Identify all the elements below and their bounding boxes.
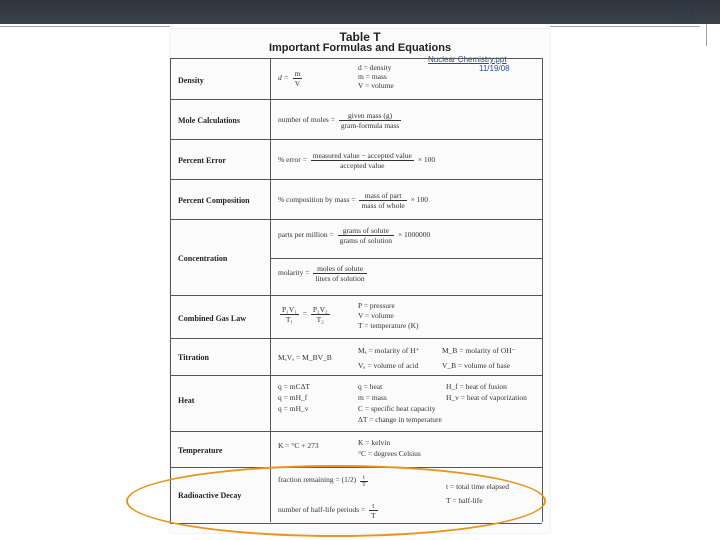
density-formula: d = $\frac{m}{V}$ bbox=[278, 69, 301, 88]
gas-law-formula: $\frac{\text{P₁V₁}}{\text{T₁}}$ = $\frac{\text{P₂V₂}}{\text{T₂}}$ bbox=[282, 305, 328, 324]
fraction-remaining-formula: fraction remaining = (1/2) $\frac{t}{T}$ bbox=[278, 475, 366, 488]
row-label: Percent Error bbox=[178, 156, 226, 165]
temperature-formula: K = °C + 273 bbox=[278, 441, 319, 450]
row-label: Heat bbox=[178, 396, 195, 405]
handwritten-filename: Nuclear Chemistry.ppt bbox=[428, 55, 507, 64]
temperature-row bbox=[170, 431, 542, 468]
percent-error-row bbox=[170, 139, 542, 180]
titration-formula: MₐVₐ = M_BV_B bbox=[278, 353, 332, 362]
row-label: Mole Calculations bbox=[178, 116, 240, 125]
row-label: Concentration bbox=[178, 254, 228, 263]
decorative-tick bbox=[706, 24, 707, 46]
concentration-row bbox=[170, 219, 542, 296]
percent-composition-formula: % composition by mass = $\frac{\text{mass of part}}{\text{mass of whole}}$ × 100 bbox=[278, 191, 428, 210]
table-border-right bbox=[542, 58, 543, 522]
molarity-formula: molarity = $\frac{\text{moles of solute}}{\text{liters of solution}}$ bbox=[278, 264, 365, 283]
slide-number: 30 bbox=[676, 4, 694, 24]
row-label: Density bbox=[178, 76, 204, 85]
heat-legend-right: H_f = heat of fusion H_v = heat of vaporization bbox=[446, 382, 527, 402]
decay-legend: t = total time elapsed T = half-life bbox=[446, 482, 509, 505]
titration-row bbox=[170, 338, 542, 376]
slide-top-bar bbox=[0, 0, 720, 24]
combined-gas-law-row bbox=[170, 295, 542, 339]
titration-legend-left: Mₐ = molarity of H⁺ Vₐ = volume of acid bbox=[358, 346, 420, 370]
heat-formulas: q = mCΔT q = mH_f q = mH_v bbox=[278, 382, 310, 413]
row-label: Radioactive Decay bbox=[178, 491, 242, 500]
table-title: Table T bbox=[339, 30, 381, 44]
row-label: Temperature bbox=[178, 446, 223, 455]
temperature-legend: K = kelvin °C = degrees Celsius bbox=[358, 438, 421, 458]
row-label: Titration bbox=[178, 353, 209, 362]
row-label: Combined Gas Law bbox=[178, 314, 247, 323]
ppm-formula: parts per million = $\frac{\text{grams of solute}}{\text{grams of solution}}$ × 1000000 bbox=[278, 226, 431, 245]
gas-law-legend: P = pressure V = volume T = temperature (K) bbox=[358, 301, 419, 330]
density-legend: d = density m = mass V = volume bbox=[358, 63, 394, 90]
concentration-divider bbox=[270, 258, 542, 259]
row-label: Percent Composition bbox=[178, 196, 250, 205]
percent-composition-row bbox=[170, 179, 542, 220]
reference-table-scan bbox=[170, 29, 550, 533]
decorative-rule-right bbox=[550, 26, 700, 27]
half-life-periods-formula: number of half-life periods = $\frac{t}{T}$ bbox=[278, 501, 376, 520]
heat-legend-left: q = heat m = mass C = specific heat capacity ΔT = change in temperature bbox=[358, 382, 442, 424]
highlight-ellipse bbox=[126, 465, 546, 537]
table-subtitle: Important Formulas and Equations bbox=[268, 42, 452, 54]
mole-calculations-row bbox=[170, 99, 542, 140]
density-row bbox=[170, 58, 542, 100]
titration-legend-right: M_B = molarity of OH⁻ V_B = volume of base bbox=[442, 346, 516, 370]
decorative-rule-left bbox=[0, 26, 170, 27]
heat-row bbox=[170, 375, 542, 432]
percent-error-formula: % error = $\frac{\text{measured value − accepted value}}{\text{accepted value}}$ × 100 bbox=[278, 151, 436, 170]
handwritten-date: 11/19/08 bbox=[479, 64, 510, 73]
mole-formula: number of moles = $\frac{\text{given mass (g)}}{\text{gram-formula mass}}$ bbox=[278, 111, 400, 130]
